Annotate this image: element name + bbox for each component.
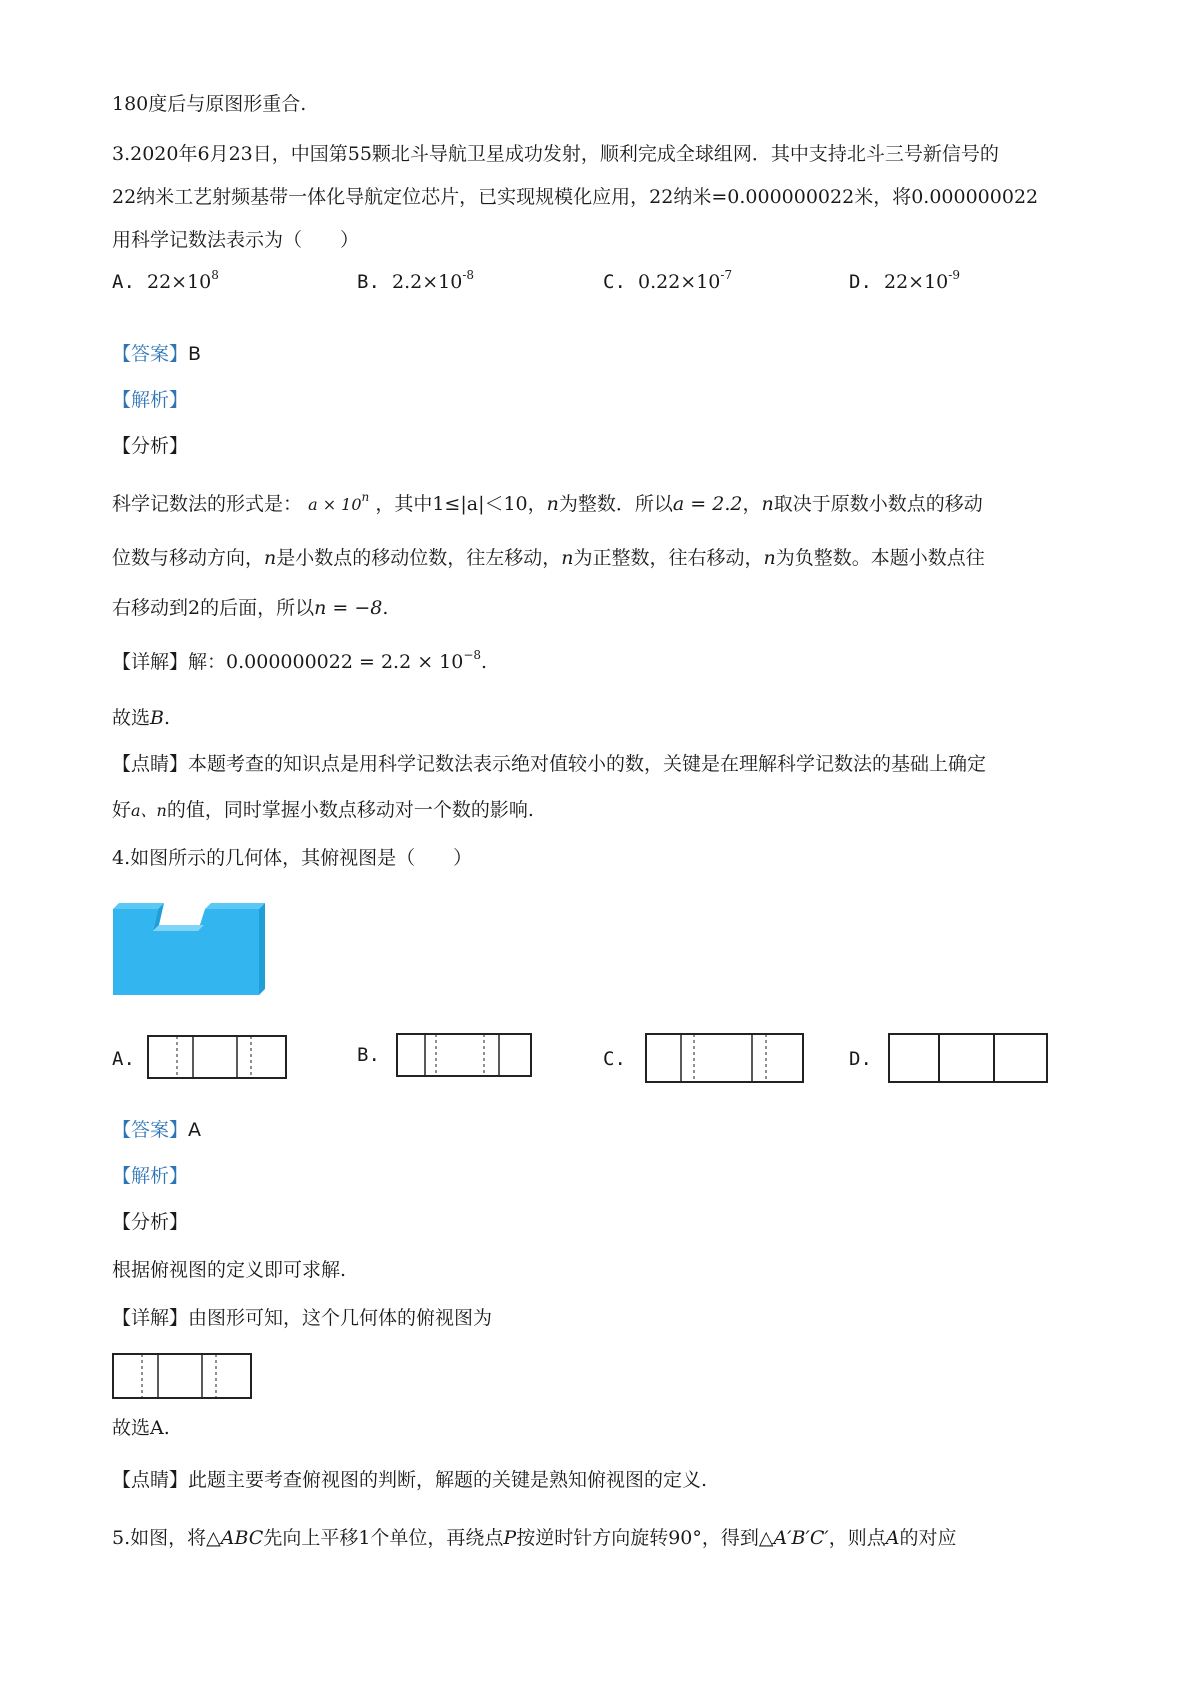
math-var: n: [264, 547, 277, 569]
point-a: A: [885, 1527, 900, 1549]
question-4-stem: 4.如图所示的几何体，其俯视图是（ ）: [112, 847, 473, 869]
option-key: B.: [357, 271, 380, 293]
comment-text: 的值，同时掌握小数点移动对一个数的影响.: [166, 799, 534, 821]
solid-top-face: [113, 903, 164, 909]
solid-front-face: [113, 909, 259, 995]
analysis-text: 为整数．所以: [558, 493, 673, 515]
slot-bottom-face: [153, 925, 204, 931]
option-exponent: -9: [948, 268, 960, 282]
math-vars: a、n: [131, 801, 167, 820]
math-var: n: [561, 547, 574, 569]
option-key: C.: [603, 271, 626, 293]
option-value: 22×10: [146, 271, 212, 293]
fenxi-line: [112, 1210, 188, 1234]
analysis-text: ，其中1≤|a|＜10，: [375, 493, 547, 515]
point-p: P: [503, 1527, 517, 1549]
choose-line: 故选A.: [112, 1417, 170, 1439]
stem-text: 5.如图，将: [112, 1527, 207, 1549]
choose-text: .: [163, 707, 171, 729]
solid-top-face: [205, 903, 265, 909]
option-b: [357, 270, 474, 294]
detail-tag: 【详解】: [112, 1307, 189, 1329]
fenxi-tag: 【分析】: [112, 435, 189, 457]
top-view-answer-figure: [112, 1353, 252, 1399]
detail-exponent: −8: [463, 648, 482, 662]
figure-option-d: [888, 1033, 1048, 1083]
triangle-a-prime: △A′B′C′: [758, 1527, 829, 1549]
analysis-line-3: [112, 596, 388, 620]
figure-option-c: [645, 1033, 804, 1083]
answer-value: B: [188, 343, 202, 365]
comment-text: 好: [112, 799, 132, 821]
option-value: 0.22×10: [637, 271, 721, 293]
choose-line: [112, 706, 170, 730]
jiexi-tag: 【解析】: [112, 389, 189, 411]
figure-option-a-label: A.: [112, 1048, 135, 1070]
analysis-text: 取决于原数小数点的移动: [773, 493, 983, 515]
fenxi-tag: 【分析】: [112, 1211, 189, 1233]
comment-tag: 【点睛】: [112, 753, 189, 775]
answer-value: A: [188, 1119, 202, 1141]
jiexi-line: [112, 1164, 188, 1188]
question-3-stem-cont: 22纳米工艺射频基带一体化导航定位芯片，已实现规模化应用，22纳米=0.000000022米，将0.000000022: [112, 186, 1039, 208]
formula: a = 2.2: [672, 493, 743, 515]
figure-option-d-label: D.: [849, 1048, 872, 1070]
question-3-stem: 3.2020年6月23日，中国第55颗北斗导航卫星成功发射，顺利完成全球组网．其中支持北斗三号新信号的: [112, 143, 999, 165]
analysis-text: 为负整数。本题小数点往: [775, 547, 985, 569]
figure-option-b-label: B.: [357, 1044, 380, 1066]
comment-line-1: [112, 752, 986, 776]
comment-tag: 【点睛】: [112, 1469, 189, 1491]
geometric-solid-figure: [113, 903, 265, 995]
stem-text: 的对应: [899, 1527, 957, 1549]
choose-value: B: [150, 707, 164, 729]
comment-line: [112, 1468, 707, 1492]
detail-tag: 【详解】: [112, 651, 189, 673]
triangle-abc: △ABC: [206, 1527, 264, 1549]
option-exponent: 8: [211, 268, 219, 282]
analysis-text: 为正整数，往右移动，: [573, 547, 764, 569]
comment-text: 本题考查的知识点是用科学记数法表示绝对值较小的数，关键是在理解科学记数法的基础上确定: [188, 753, 987, 775]
analysis-text: 是小数点的移动位数，往左移动，: [276, 547, 562, 569]
analysis-text: 右移动到2的后面，所以: [112, 597, 315, 619]
stem-text: 按逆时针方向旋转90°，得到: [516, 1527, 759, 1549]
choose-text: 故选: [112, 707, 151, 729]
analysis-text: ，: [742, 493, 762, 515]
option-exponent: -8: [462, 268, 475, 282]
answer-tag: 【答案】: [112, 343, 189, 365]
figure-option-c-label: C.: [603, 1048, 626, 1070]
jiexi-line: [112, 388, 188, 412]
text-line: 180度后与原图形重合.: [112, 93, 307, 115]
analysis-line-1: [112, 492, 983, 517]
question-5-stem: [112, 1526, 956, 1550]
answer-tag: 【答案】: [112, 1119, 189, 1141]
option-d: [849, 270, 960, 294]
answer-line: [112, 1118, 201, 1142]
math-var: n: [761, 493, 774, 515]
stem-text: ，则点: [828, 1527, 886, 1549]
analysis-text: 科学记数法的形式是：: [112, 493, 303, 515]
option-a: [112, 270, 219, 294]
answer-line: [112, 342, 201, 366]
jiexi-tag: 【解析】: [112, 1165, 189, 1187]
question-3-stem-cont: 用科学记数法表示为（ ）: [112, 229, 360, 251]
detail-text: 由图形可知，这个几何体的俯视图为: [188, 1307, 493, 1329]
option-value: 22×10: [883, 271, 949, 293]
analysis-text: 位数与移动方向，: [112, 547, 265, 569]
stem-text: 先向上平移1个单位，再绕点: [263, 1527, 504, 1549]
option-c: [603, 270, 732, 294]
option-exponent: -7: [720, 268, 733, 282]
detail-text: 解：0.000000022 = 2.2 × 10: [188, 651, 464, 673]
detail-text: .: [481, 651, 488, 673]
solid-side-face: [259, 903, 265, 995]
detail-line: [112, 1306, 492, 1330]
option-value: 2.2×10: [391, 271, 463, 293]
math-var: n: [546, 493, 559, 515]
option-key: D.: [849, 271, 872, 293]
fenxi-line: [112, 434, 188, 458]
figure-option-a: [147, 1035, 287, 1079]
formula: n = −8: [314, 597, 383, 619]
comment-line-2: [112, 798, 534, 823]
comment-text: 此题主要考查俯视图的判断，解题的关键是熟知俯视图的定义.: [188, 1469, 708, 1491]
analysis-line: 根据俯视图的定义即可求解.: [112, 1259, 347, 1281]
formula: $a \times 10^n$: [308, 490, 370, 514]
figure-option-b: [396, 1033, 532, 1077]
analysis-line-2: [112, 546, 985, 570]
math-var: n: [763, 547, 776, 569]
detail-line: [112, 650, 487, 674]
analysis-text: .: [382, 597, 389, 619]
option-key: A.: [112, 271, 135, 293]
